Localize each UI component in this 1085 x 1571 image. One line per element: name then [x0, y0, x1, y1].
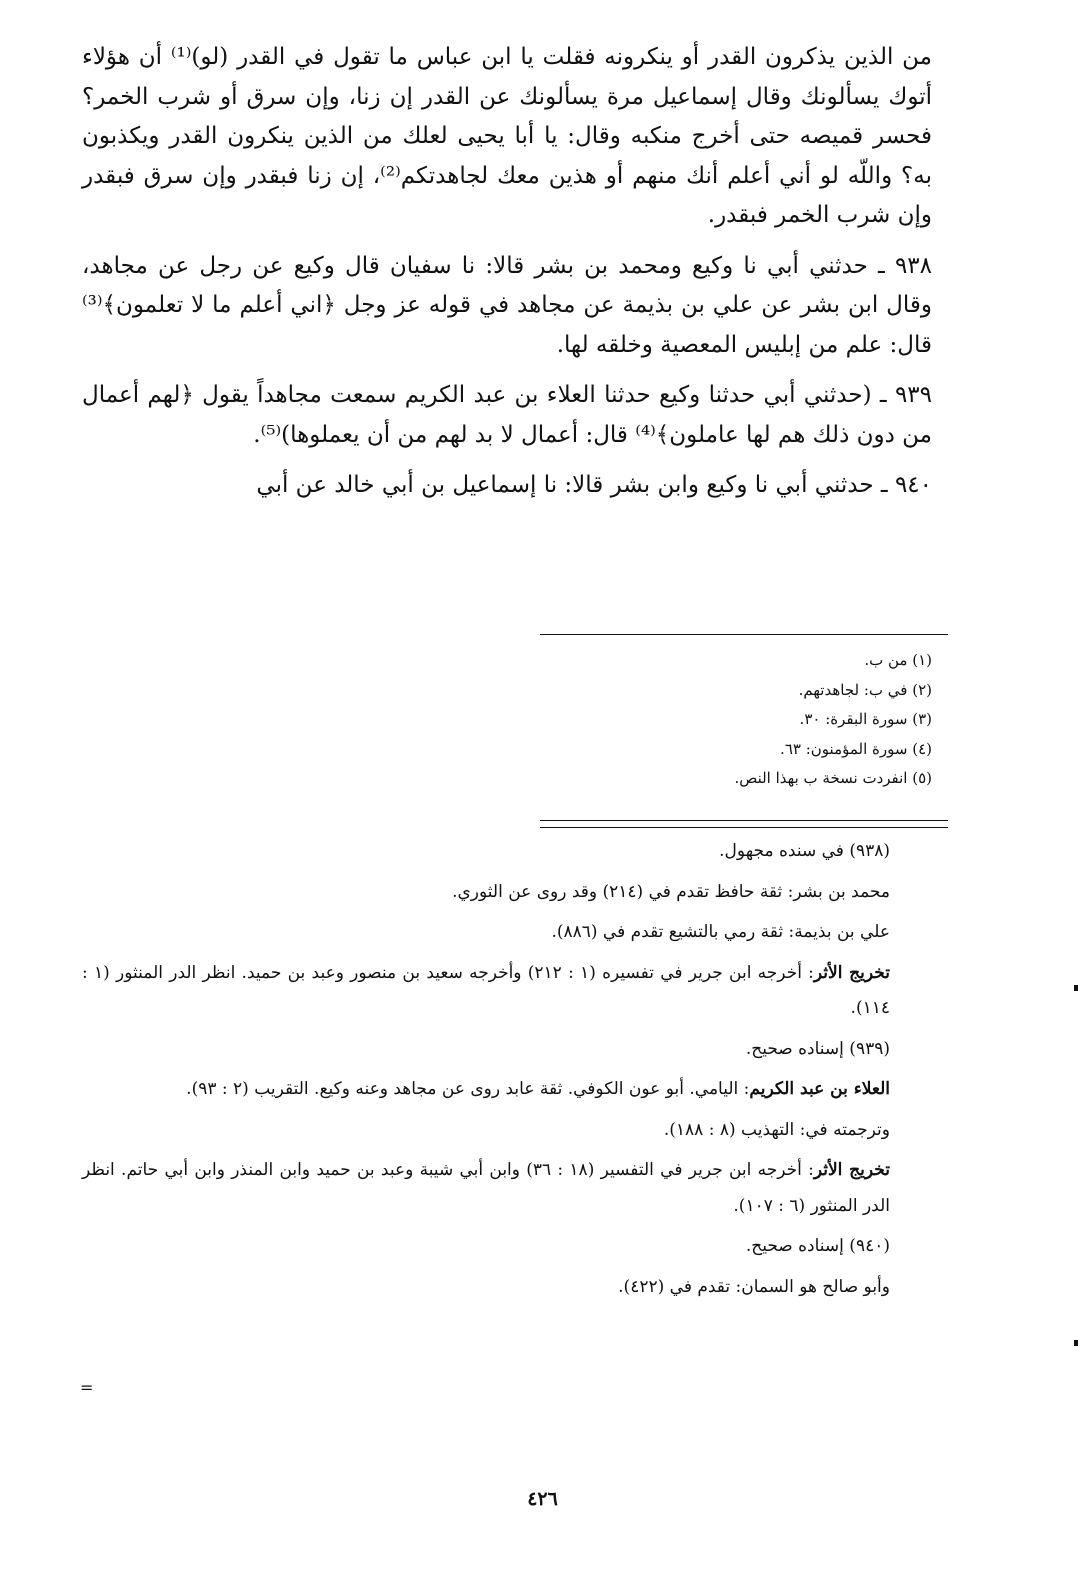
- footnote-2: (٢) في ب: لجاهدتهم.: [798, 680, 932, 699]
- paragraph-939: ٩٣٩ ـ (حدثني أبي حدثنا وكيع حدثنا العلاء بن عبد الكريم سمعت مجاهداً يقول ﴿لهم أعمال من دون ذلك هم لها عاملون﴾⁽⁴⁾ قال: أعمال لا بد لهم من أن يعملوها)⁽⁵⁾.: [82, 382, 932, 448]
- paragraph-intro: من الذين يذكرون القدر أو ينكرونه فقلت يا ابن عباس ما تقول في القدر (لو)⁽¹⁾ أن هؤلاء أتوك يسألونك وقال إسماعيل مرة يسألونك عن القدر إن زنا، وإن سرق أو شرب الخمر؟ فحسر قميصه حتى أخرج منكبه وقال: يا أبا يحيى لعلك من الذين ينكرون القدر ويكذبون به؟ واللّه لو أني أعلم أنك منهم أو هذين معك لجاهدتكم⁽²⁾، إن زنا فبقدر وإن سرق فبقدر وإن شرب الخمر فبقدر.: [82, 44, 933, 228]
- commentary-narrator-2: علي بن بذيمة: ثقة رمي بالتشيع تقدم في (٨٨٦).: [551, 922, 890, 942]
- takhrij-label: تخريج الأثر: [813, 962, 890, 983]
- main-text: [82, 38, 932, 517]
- commentary-separator: [540, 820, 948, 828]
- footnote-4: (٤) سورة المؤمنون: ٦٣.: [780, 739, 932, 758]
- commentary: [82, 834, 932, 1310]
- commentary-940-heading: (٩٤٠) إسناده صحيح.: [745, 1236, 890, 1256]
- footnote-3: (٣) سورة البقرة: ٣٠.: [799, 710, 932, 728]
- continuation-mark: =: [80, 1378, 94, 1397]
- footnote-separator: [540, 634, 948, 635]
- margin-dot: [1074, 985, 1078, 991]
- takhrij-text: : أخرجه ابن جرير في التفسير (١٨ : ٣٦) وابن أبي شيبة وعبد بن حميد وابن المنذر وابن أبي حاتم. انظر الدر المنثور (٦ : ١٠٧).: [82, 1160, 890, 1216]
- footnotes: [540, 646, 932, 794]
- margin-dot: [1074, 1340, 1078, 1346]
- commentary-939-heading: (٩٣٩) إسناده صحيح.: [745, 1038, 890, 1059]
- footnote-1: (١) من ب.: [864, 651, 932, 669]
- narrator-text: : اليامي. أبو عون الكوفي. ثقة عابد روى عن مجاهد وعنه وكيع. التقريب (٢ : ٩٣).: [186, 1079, 750, 1099]
- narrator-name: العلاء بن عبد الكريم: [749, 1079, 890, 1099]
- commentary-takhrij-939: [82, 1153, 932, 1224]
- page-number: ٤٢٦: [527, 1488, 558, 1510]
- commentary-938-heading: (٩٣٨) في سنده مجهول.: [719, 841, 890, 861]
- commentary-tahdhib: وترجمته في: التهذيب (٨ : ١٨٨).: [663, 1119, 890, 1140]
- footnote-5: (٥) انفردت نسخة ب بهذا النص.: [734, 769, 932, 787]
- commentary-narrator-3: [82, 1072, 932, 1108]
- takhrij-label: تخريج الأثر: [813, 1160, 890, 1180]
- takhrij-text: : أخرجه ابن جرير في تفسيره (١ : ٢١٢) وأخرجه سعيد بن منصور وعبد بن حميد. انظر الدر المنثور (١ : ١١٤).: [82, 962, 890, 1018]
- commentary-narrator-4: وأبو صالح هو السمان: تقدم في (٤٢٢).: [618, 1276, 890, 1297]
- paragraph-938: ٩٣٨ ـ حدثني أبي نا وكيع ومحمد بن بشر قالا: نا سفيان قال وكيع عن رجل عن مجاهد، وقال ابن بشر عن علي بن بذيمة عن مجاهد في قوله عز وجل ﴿اني أعلم ما لا تعلمون﴾⁽³⁾ قال: علم من إبليس المعصية وخلقه لها.: [82, 252, 932, 358]
- paragraph-940: ٩٤٠ ـ حدثني أبي نا وكيع وابن بشر قالا: نا إسماعيل بن أبي خالد عن أبي: [256, 472, 932, 498]
- commentary-takhrij-938: [82, 956, 932, 1027]
- commentary-narrator-1: محمد بن بشر: ثقة حافظ تقدم في (٢١٤) وقد روى عن الثوري.: [452, 881, 890, 902]
